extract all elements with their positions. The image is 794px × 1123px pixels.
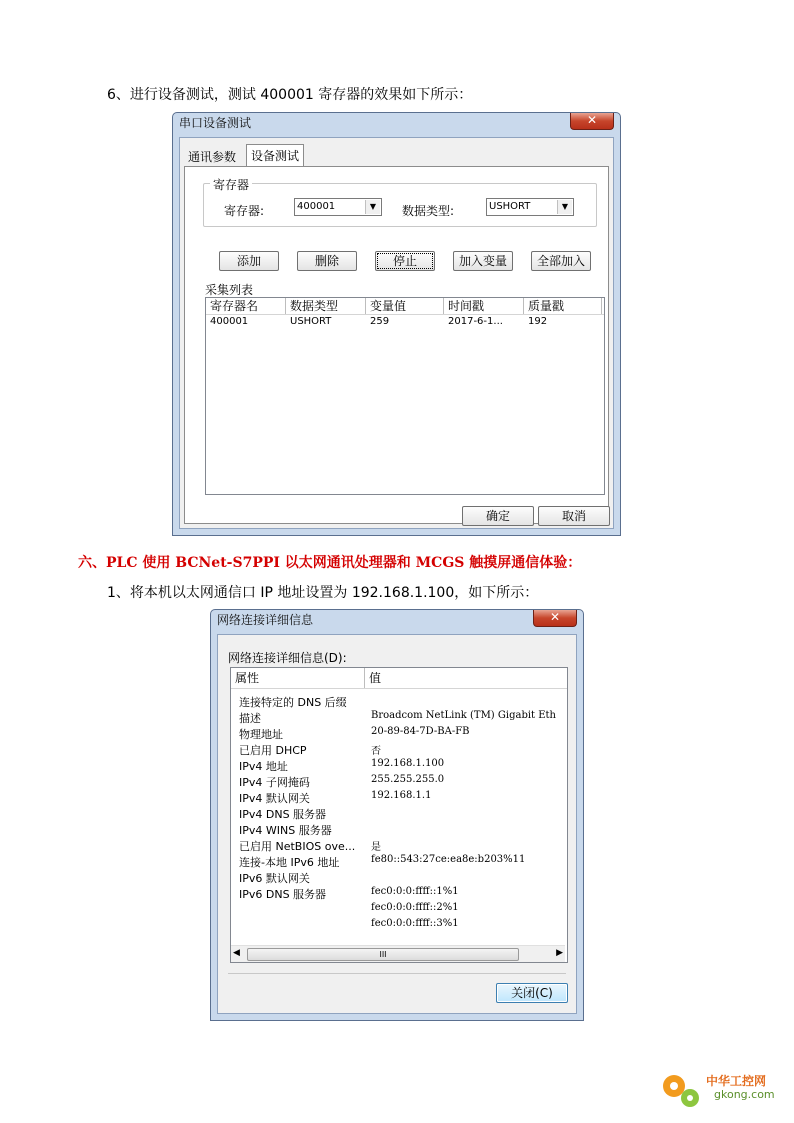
cell: 400001 <box>210 316 249 327</box>
property-name: IPv4 子网掩码 <box>239 776 310 789</box>
add-all-button[interactable]: 全部加入 <box>531 251 591 271</box>
property-value: 否 <box>371 746 381 757</box>
property-value: fec0:0:0:ffff::2%1 <box>371 902 459 913</box>
divider <box>228 973 566 974</box>
step1-text: 1、将本机以太网通信口 IP 地址设置为 192.168.1.100，如下所示： <box>107 585 539 601</box>
property-name: 描述 <box>239 712 261 725</box>
chevron-down-icon[interactable]: ▼ <box>557 200 572 214</box>
group-label: 寄存器 <box>210 176 252 193</box>
watermark-name: 中华工控网 <box>706 1074 767 1088</box>
register-value: 400001 <box>297 201 336 212</box>
ok-button[interactable]: 确定 <box>462 506 534 526</box>
collection-list[interactable] <box>205 297 605 495</box>
list-item[interactable] <box>231 870 565 886</box>
column-header[interactable]: 数据类型 <box>286 298 366 314</box>
horizontal-scrollbar[interactable] <box>231 945 565 962</box>
cell: USHORT <box>290 316 332 327</box>
list-item[interactable] <box>231 774 565 790</box>
property-name: 连接-本地 IPv6 地址 <box>239 856 340 869</box>
list-header <box>206 298 604 315</box>
column-header-value[interactable]: 值 <box>369 671 382 685</box>
list-item[interactable] <box>231 790 565 806</box>
property-value: fec0:0:0:ffff::1%1 <box>371 886 459 897</box>
datatype-label: 数据类型: <box>402 204 455 218</box>
column-header[interactable]: 时间戳 <box>444 298 524 314</box>
list-item[interactable] <box>231 758 565 774</box>
table-row[interactable] <box>206 315 602 329</box>
dialog-client <box>217 634 577 1014</box>
tab-panel <box>184 166 609 524</box>
scroll-left-icon[interactable]: ◀ <box>233 948 240 958</box>
property-value: 20-89-84-7D-BA-FB <box>371 726 470 737</box>
list-item[interactable] <box>231 694 565 710</box>
datatype-combo[interactable] <box>486 198 574 216</box>
chevron-down-icon[interactable]: ▼ <box>365 200 380 214</box>
property-value: Broadcom NetLink (TM) Gigabit Eth <box>371 710 556 721</box>
property-value: fec0:0:0:ffff::3%1 <box>371 918 459 929</box>
close-button[interactable]: 关闭(C) <box>496 983 568 1003</box>
property-value: fe80::543:27ce:ea8e:b203%11 <box>371 854 526 865</box>
delete-button[interactable]: 删除 <box>297 251 357 271</box>
property-name: 已启用 NetBIOS ove... <box>239 840 356 853</box>
cell: 259 <box>370 316 390 327</box>
property-name: IPv6 默认网关 <box>239 872 310 885</box>
list-item[interactable] <box>231 806 565 822</box>
list-item[interactable] <box>231 822 565 838</box>
list-item[interactable] <box>231 710 565 726</box>
section-heading: 六、PLC 使用 BCNet-S7PPI 以太网通讯处理器和 MCGS 触摸屏通信体验： <box>78 555 582 571</box>
list-label: 采集列表 <box>205 283 254 297</box>
stop-button[interactable]: 停止 <box>375 251 435 271</box>
watermark-logo <box>658 1066 788 1114</box>
window-title: 网络连接详细信息 <box>217 613 314 627</box>
dialog-client <box>179 137 614 529</box>
details-rows <box>231 694 565 934</box>
details-label: 网络连接详细信息(D): <box>228 651 347 665</box>
scroll-right-icon[interactable]: ▶ <box>556 948 563 958</box>
cell: 192 <box>528 316 548 327</box>
column-header-property[interactable]: 属性 <box>231 668 365 688</box>
add-button[interactable]: 添加 <box>219 251 279 271</box>
list-item[interactable] <box>231 742 565 758</box>
close-icon[interactable]: ✕ <box>570 113 614 130</box>
list-item[interactable] <box>231 918 565 934</box>
property-name: IPv4 WINS 服务器 <box>239 824 332 837</box>
column-header[interactable]: 变量值 <box>366 298 444 314</box>
property-name: IPv4 地址 <box>239 760 288 773</box>
network-details-window <box>210 609 584 1021</box>
cancel-button[interactable]: 取消 <box>538 506 610 526</box>
datatype-value: USHORT <box>489 201 531 212</box>
details-list[interactable] <box>230 667 568 963</box>
add-variable-button[interactable]: 加入变量 <box>453 251 513 271</box>
serial-test-window <box>172 112 621 536</box>
property-name: IPv4 DNS 服务器 <box>239 808 327 821</box>
column-header[interactable]: 寄存器名 <box>206 298 286 314</box>
tab-device-test[interactable]: 设备测试 <box>246 144 304 167</box>
property-value: 255.255.255.0 <box>371 774 445 785</box>
property-name: IPv6 DNS 服务器 <box>239 888 327 901</box>
gear-icon <box>658 1066 704 1112</box>
watermark-url: gkong.com <box>714 1088 775 1101</box>
list-header <box>231 668 567 689</box>
property-name: 物理地址 <box>239 728 283 741</box>
register-combo[interactable] <box>294 198 382 216</box>
list-item[interactable] <box>231 854 565 870</box>
column-header[interactable]: 质量戳 <box>524 298 602 314</box>
register-label: 寄存器: <box>224 204 265 218</box>
step6-text: 6、进行设备测试，测试 400001 寄存器的效果如下所示： <box>107 87 473 103</box>
property-value: 是 <box>371 842 381 853</box>
register-groupbox <box>203 178 597 227</box>
scrollbar-thumb[interactable]: III <box>247 948 519 961</box>
property-name: IPv4 默认网关 <box>239 792 310 805</box>
list-item[interactable] <box>231 838 565 854</box>
property-name: 连接特定的 DNS 后缀 <box>239 696 347 709</box>
list-item[interactable] <box>231 726 565 742</box>
property-name: 已启用 DHCP <box>239 744 307 757</box>
list-item[interactable] <box>231 886 565 902</box>
tab-comm-params[interactable]: 通讯参数 <box>188 150 237 164</box>
window-title: 串口设备测试 <box>179 116 252 130</box>
property-value: 192.168.1.100 <box>371 758 445 769</box>
close-icon[interactable]: ✕ <box>533 610 577 627</box>
list-item[interactable] <box>231 902 565 918</box>
cell: 2017-6-1... <box>448 316 503 327</box>
property-value: 192.168.1.1 <box>371 790 432 801</box>
